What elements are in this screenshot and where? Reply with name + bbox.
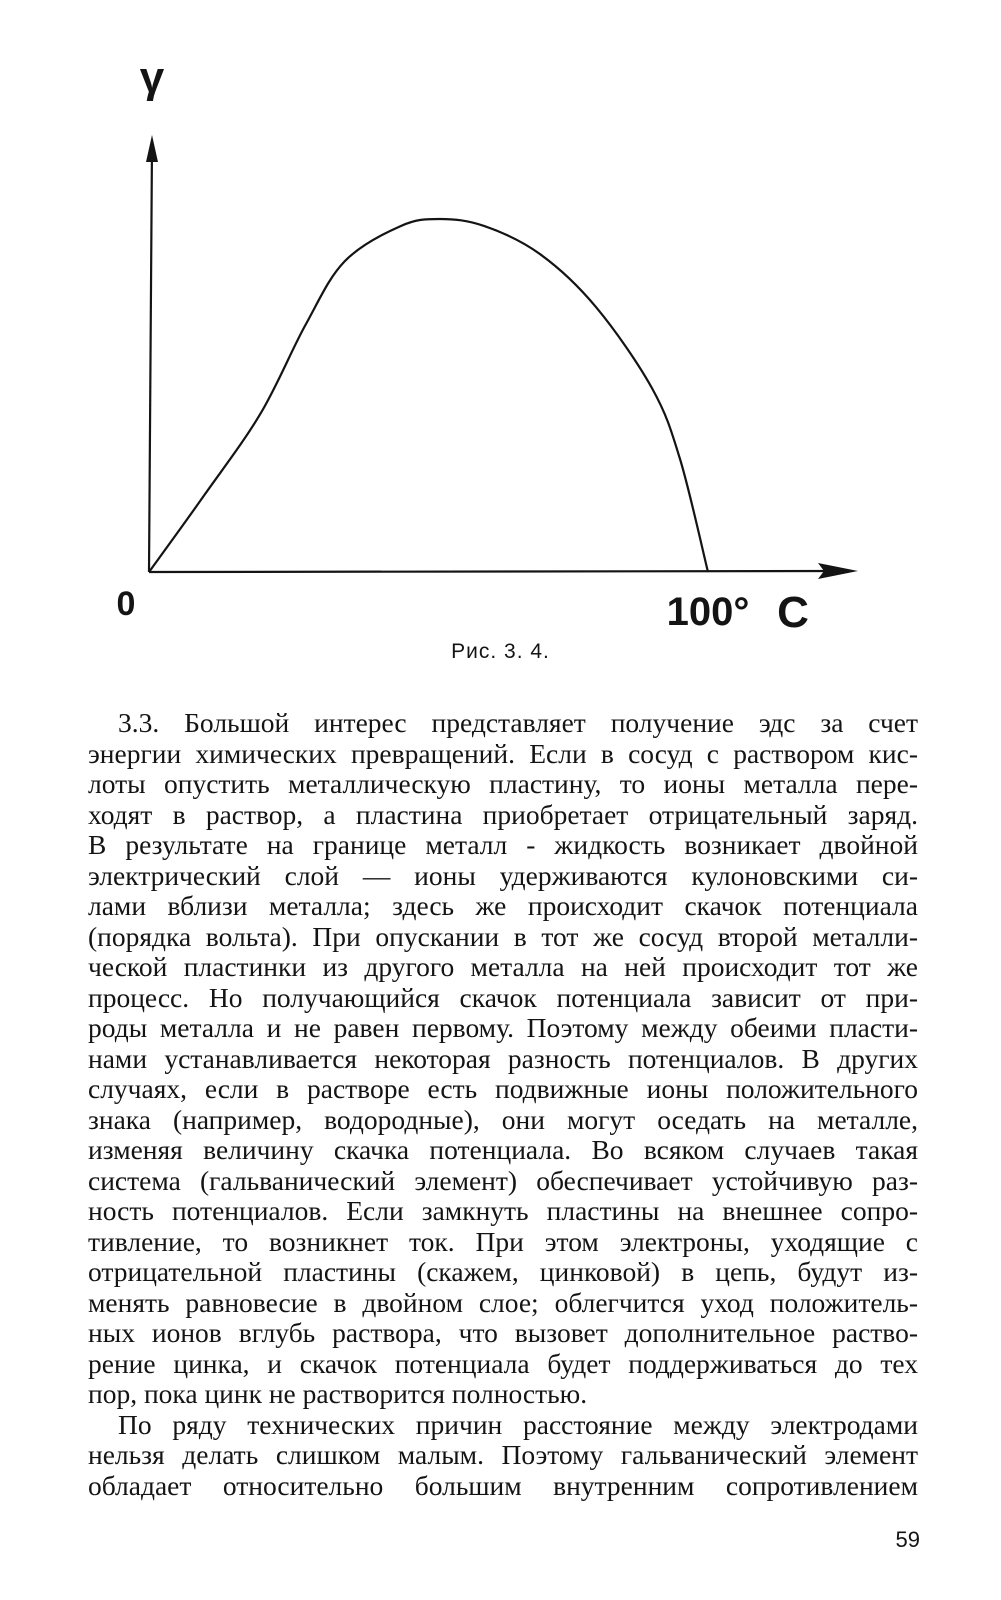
text-line: По ряду технических причин расстояние между электродами (118, 1408, 918, 1440)
paragraph (88, 708, 918, 1410)
text-line: лами вблизи металла; здесь же происходит скачок потенциала (88, 890, 918, 921)
text-line: энергии химических превращений. Если в сосуд с раствором кис- (88, 737, 918, 769)
text-line: система (гальванический элемент) обеспечивает устойчивую раз- (88, 1164, 918, 1196)
text-line: процесс. Но получающийся скачок потенциала зависит от при- (88, 981, 918, 1013)
paragraph (88, 1410, 918, 1502)
text-line: (порядка вольта). При опускании в тот же сосуд второй металли- (88, 920, 918, 952)
text-line: менять равновесие в двойном слое; облегчится уход положитель- (88, 1286, 918, 1318)
text-line: обладает относительно большим внутренним сопротивлением (88, 1469, 918, 1501)
y-axis-label: γ (139, 53, 165, 102)
x-axis-unit: C (777, 588, 809, 637)
text-line: роды металла и не равен первому. Поэтому между обеими пласти- (88, 1012, 918, 1043)
y-axis-arrowhead (146, 135, 158, 162)
text-line: рение цинка, и скачок потенциала будет поддерживаться до тех (88, 1347, 918, 1379)
text-line: отрицательной пластины (скажем, цинковой) в цепь, будут из- (88, 1256, 918, 1287)
text-line: знака (например, водородные), они могут оседать на металле, (88, 1103, 918, 1135)
text-line: 3.3. Большой интерес представляет получение эдс за счет (118, 707, 918, 738)
x-axis (149, 571, 838, 572)
text-line: ходят в раствор, а пластина приобретает отрицательный заряд. (88, 798, 918, 830)
figure-caption: Рис. 3. 4. (451, 640, 550, 663)
text-line: нельзя делать слишком малым. Поэтому гальванический элемент (88, 1439, 918, 1470)
text-line: лоты опустить металлическую пластину, то ионы металла пере- (88, 768, 918, 799)
text-line: ных ионов вглубь раствора, что вызовет дополнительное раство- (88, 1317, 918, 1348)
figure (0, 0, 1001, 700)
text-line: ческой пластинки из другого металла на ней происходит тот же (88, 951, 918, 982)
body-text (88, 708, 918, 1501)
text-line: тивление, то возникнет ток. При этом электроны, уходящие с (88, 1225, 918, 1257)
text-line: В результате на границе металл - жидкость возникает двойной (88, 829, 918, 860)
text-line: случаях, если в растворе есть подвижные ионы положительного (88, 1073, 918, 1104)
text-line: электрический слой — ионы удерживаются кулоновскими си- (88, 859, 918, 891)
x-axis-arrowhead (818, 563, 858, 579)
data-curve (149, 219, 708, 572)
y-axis (149, 145, 152, 572)
text-line: пор, пока цинк не растворится полностью. (88, 1378, 588, 1409)
x-tick-label: 100° (666, 590, 750, 634)
origin-label: 0 (116, 585, 136, 623)
page-number: 59 (895, 1527, 920, 1552)
text-line: нами устанавливается некоторая разность потенциалов. В других (88, 1042, 918, 1074)
text-line: изменяя величину скачка потенциала. Во всяком случаев такая (88, 1134, 918, 1165)
text-line: ность потенциалов. Если замкнуть пластины на внешнее сопро- (88, 1195, 918, 1226)
